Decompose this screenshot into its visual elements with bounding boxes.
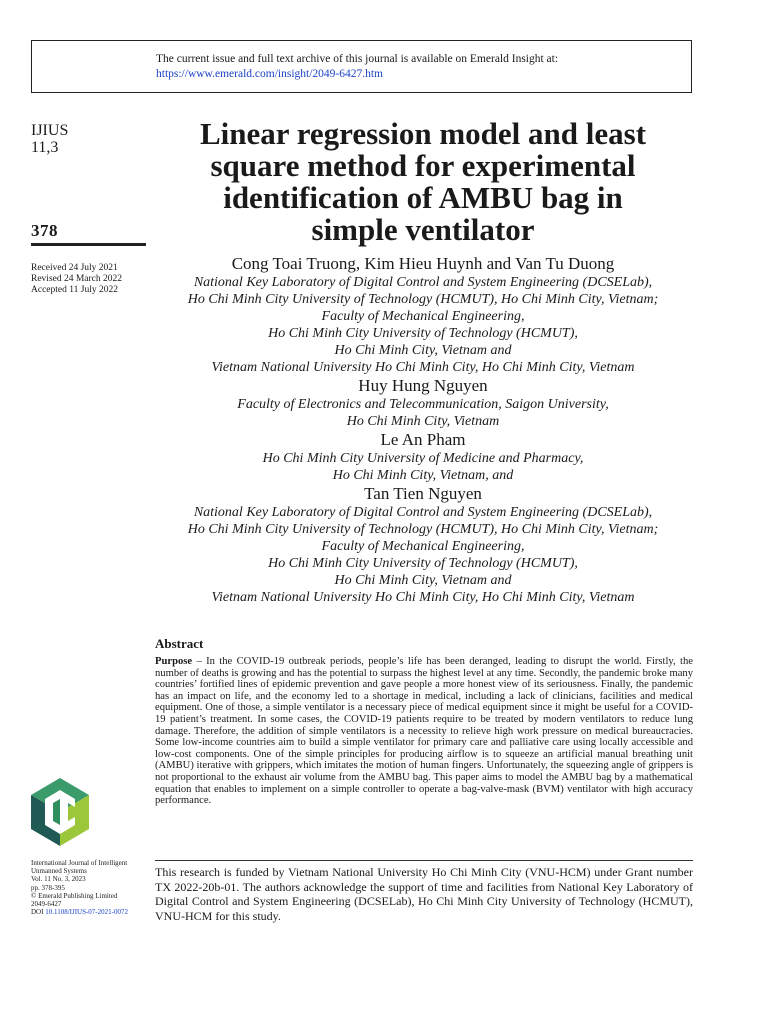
affiliation-line: Faculty of Electronics and Telecommunication, Saigon University,: [237, 397, 609, 412]
affiliation-line: Faculty of Mechanical Engineering,: [321, 539, 525, 554]
emerald-publishing-logo-icon: [31, 778, 89, 846]
affiliation-line: National Key Laboratory of Digital Control and System Engineering (DCSELab),: [193, 275, 653, 290]
author-names-group-1: Cong Toai Truong, Kim Hieu Huynh and Van Tu Duong: [231, 254, 615, 273]
access-notice-text: The current issue and full text archive of this journal is available on Emerald Insight at:: [156, 53, 559, 65]
journal-volume-issue: 11,3: [31, 139, 59, 156]
author-name-group-3: Le An Pham: [380, 430, 466, 449]
abstract-paragraph: [155, 656, 693, 807]
page-number-rule: [31, 243, 146, 246]
funding-divider: [155, 860, 693, 861]
journal-abbreviation: IJIUS: [31, 122, 69, 139]
doi-line: [31, 908, 128, 916]
doi-link[interactable]: 10.1108/IJIUS-07-2021-0072: [45, 908, 128, 917]
title-line: identification of AMBU bag in: [223, 180, 623, 215]
purpose-label: Purpose: [155, 656, 193, 667]
affiliation-line: Ho Chi Minh City University of Medicine and Pharmacy,: [262, 451, 584, 466]
author-name-group-4: Tan Tien Nguyen: [364, 484, 482, 503]
journal-info-line: Unmanned Systems: [31, 867, 87, 876]
journal-info-block: [31, 859, 128, 916]
author-name-group-2: Huy Hung Nguyen: [358, 376, 488, 395]
journal-info-line: pp. 378-395: [31, 883, 65, 892]
affiliation-line: National Key Laboratory of Digital Control and System Engineering (DCSELab),: [193, 505, 653, 520]
affiliation-line: Ho Chi Minh City University of Technology (HCMUT),: [268, 326, 578, 341]
title-line: square method for experimental: [210, 148, 636, 183]
purpose-text: – In the COVID-19 outbreak periods, people’s life has been deranged, leading to disrupt the world. Firstly, the number of deaths is growing and has the potential to surpass the highest level at any time. Secondly, the pandemic broke many countries’ fortified lines of epidemic prevention and gave people a more honest view of its seriousness. Finally, the pandemic has an impact on life, and the economy led to a shortage in medical, including a lack of clinicians, facilities and medical equipment. One of those, a simple ventilator is a necessary piece of medical equipment since it might be useful for a COVID-19 patient’s treatment. In some cases, the COVID-19 patients require to be treated by modern ventilators to reduce lung damage. Therefore, the addition of simple ventilators is a necessity to relieve high work pressure on medical bureaucracies. Some low-income countries aim to build a simple ventilator for primary care and palliative care using locally accessible and low-cost components. One of the simple principles for producing airflow is to squeeze an artificial manual breathing unit (AMBU) iterative with grippers, which imitates the motion of human fingers. Unfortunately, the squeezing angle of grippers is not proportional to the exhaust air volume from the AMBU bag. This paper aims to model the AMBU bag by a mathematical equation that enables to implement on a simple controller to operate a bag-valve-mask (BVM) ventilator with high accuracy performance.: [155, 656, 693, 807]
revised-date: Revised 24 March 2022: [31, 274, 123, 284]
affiliation-line: Ho Chi Minh City, Vietnam and: [334, 573, 512, 588]
page-number: 378: [31, 221, 58, 240]
affiliation-line: Ho Chi Minh City, Vietnam: [346, 414, 500, 429]
journal-archive-link[interactable]: https://www.emerald.com/insight/2049-6427.htm: [156, 68, 383, 80]
affiliation-line: Vietnam National University Ho Chi Minh City, Ho Chi Minh City, Vietnam: [211, 360, 635, 375]
doi-label: DOI: [31, 908, 46, 917]
abstract-section: [155, 636, 693, 807]
journal-info-line: © Emerald Publishing Limited: [31, 891, 118, 900]
affiliation-line: Ho Chi Minh City, Vietnam and: [334, 343, 512, 358]
author-block: [130, 254, 716, 606]
article-title: [140, 118, 706, 246]
funding-note: This research is funded by Vietnam National University Ho Chi Minh City (VNU-HCM) under Grant number TX 2022-20b-01. The authors acknowledge the support of time and facilities from National Key Laboratory of Digital Control and System Engineering (DCSELab), Ho Chi Minh City University of Technology (HCMUT), VNU-HCM for this study.: [155, 865, 693, 923]
affiliation-line: Ho Chi Minh City University of Technology (HCMUT), Ho Chi Minh City, Vietnam;: [187, 522, 659, 537]
affiliation-line: Ho Chi Minh City University of Technology (HCMUT),: [268, 556, 578, 571]
journal-info-line: 2049-6427: [31, 900, 62, 909]
title-line: simple ventilator: [311, 212, 535, 247]
affiliation-line: Ho Chi Minh City, Vietnam, and: [332, 468, 514, 483]
article-history: [31, 263, 122, 296]
title-line: Linear regression model and least: [199, 116, 647, 151]
abstract-heading: Abstract: [155, 636, 204, 651]
received-date: Received 24 July 2021: [31, 263, 118, 273]
journal-info-line: International Journal of Intelligent: [31, 859, 128, 867]
affiliation-line: Vietnam National University Ho Chi Minh City, Ho Chi Minh City, Vietnam: [211, 590, 635, 605]
affiliation-line: Ho Chi Minh City University of Technology (HCMUT), Ho Chi Minh City, Vietnam;: [187, 292, 659, 307]
access-notice-box: [31, 40, 692, 93]
accepted-date: Accepted 11 July 2022: [31, 285, 118, 295]
affiliation-line: Faculty of Mechanical Engineering,: [321, 309, 525, 324]
journal-info-line: Vol. 11 No. 3, 2023: [31, 875, 86, 884]
